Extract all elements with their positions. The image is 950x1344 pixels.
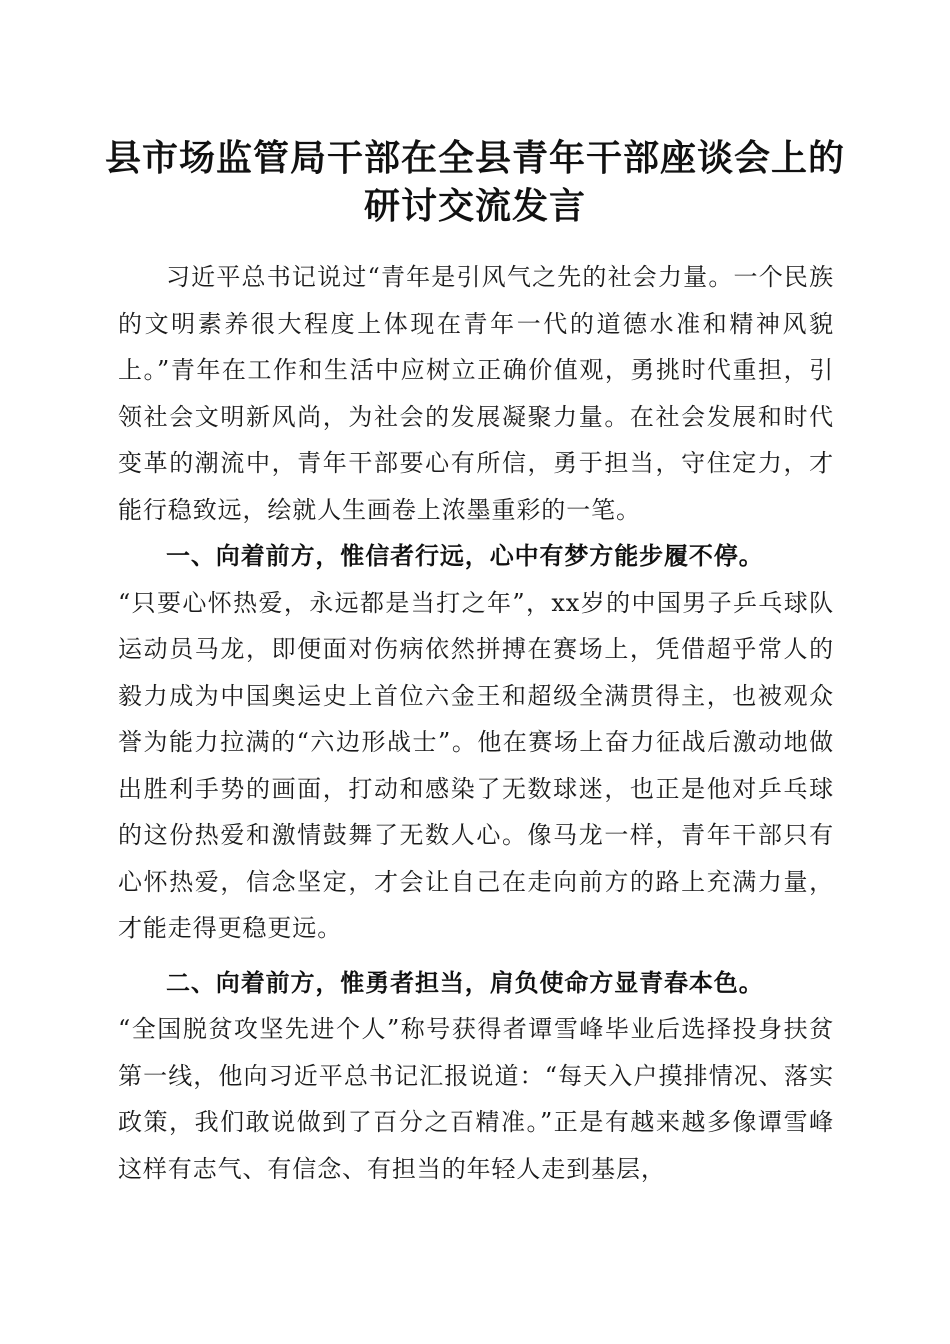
section-1-paragraph: “只要心怀热爱，永远都是当打之年”，xx岁的中国男子乒乓球队运动员马龙，即便面对伤病依然拼搏在赛场上，凭借超乎常人的毅力成为中国奥运史上首位六金王和超级全满贯得主，也被观众誉为能力拉满的“六边形战士”。他在赛场上奋力征战后激动地做出胜利手势的画面，打动和感染了无数球迷，也正是他对乒乓球的这份热爱和激情鼓舞了无数人心。像马龙一样，青年干部只有心怀热爱，信念坚定，才会让自己在走向前方的路上充满力量，才能走得更稳更远。 <box>118 588 834 942</box>
section-1-heading: 一、向着前方，惟信者行远，心中有梦方能步履不停。 <box>166 542 764 570</box>
document-title-line-1: 县市场监管局干部在全县青年干部座谈会上的 <box>104 138 845 179</box>
document-title-line-2: 研讨交流发言 <box>363 186 586 227</box>
section-2-heading: 二、向着前方，惟勇者担当，肩负使命方显青春本色。 <box>166 968 764 997</box>
intro-paragraph: 习近平总书记说过“青年是引风气之先的社会力量。一个民族的文明素养很大程度上体现在青年一代的道德水准和精神风貌上。”青年在工作和生活中应树立正确价值观，勇挑时代重担，引领社会文明新风尚，为社会的发展凝聚力量。在社会发展和时代变革的潮流中，青年干部要心有所信，勇于担当，守住定力，才能行稳致远，绘就人生画卷上浓墨重彩的一笔。 <box>118 263 834 524</box>
section-gap <box>118 952 834 960</box>
document-body <box>118 254 834 1192</box>
section-2-paragraph: “全国脱贫攻坚先进个人”称号获得者谭雪峰毕业后选择投身扶贫第一线，他向习近平总书记汇报说道：“每天入户摸排情况、落实政策，我们敢说做到了百分之百精准。”正是有越来越多像谭雪峰这样有志气、有信念、有担当的年轻人走到基层， <box>118 1015 834 1183</box>
